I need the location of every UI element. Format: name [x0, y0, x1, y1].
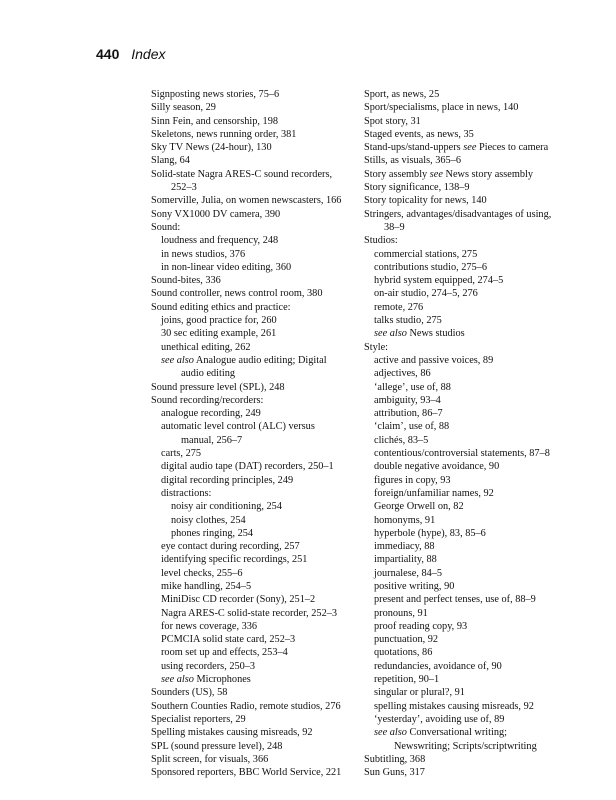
index-entry: Sun Guns, 317: [364, 767, 425, 779]
index-entry: positive writing, 90: [374, 580, 455, 592]
index-entry: Spelling mistakes causing misreads, 92: [151, 727, 313, 739]
index-entry: SPL (sound pressure level), 248: [151, 740, 283, 752]
index-entry: phones ringing, 254: [171, 527, 254, 539]
index-entry: ambiguity, 93–4: [374, 394, 441, 406]
index-entry: Sound recording/recorders:: [151, 394, 264, 406]
index-entry: Sponsored reporters, BBC World Service, 221: [151, 767, 342, 779]
index-entry: audio editing: [181, 368, 236, 380]
index-entry: Sound controller, news control room, 380: [151, 288, 323, 300]
index-entry: digital audio tape (DAT) recorders, 250–1: [161, 461, 334, 473]
index-entry: contentious/controversial statements, 87–8: [374, 448, 550, 460]
index-entry: automatic level control (ALC) versus: [161, 421, 315, 433]
index-entry: Staged events, as news, 35: [364, 128, 474, 140]
index-entry: quotations, 86: [374, 647, 433, 659]
page-header: [96, 46, 166, 62]
index-entry: Sport/specialisms, place in news, 140: [364, 102, 519, 114]
index-entry: Stills, as visuals, 365–6: [364, 155, 461, 167]
index-entry: foreign/unfamiliar names, 92: [374, 487, 494, 499]
index-entry: figures in copy, 93: [374, 474, 451, 486]
index-entry: punctuation, 92: [374, 634, 439, 646]
index-entry: Stringers, advantages/disadvantages of using,: [364, 208, 552, 220]
index-entry: Newswriting; Scripts/scriptwriting: [394, 740, 537, 752]
index-entry: Solid-state Nagra ARES-C sound recorders,: [151, 168, 333, 180]
index-entry: Spot story, 31: [364, 115, 421, 127]
index-entry: noisy clothes, 254: [171, 514, 246, 526]
index-entry: journalese, 84–5: [374, 567, 443, 579]
index-entry: 252–3: [171, 182, 197, 194]
index-entry: for news coverage, 336: [161, 620, 258, 632]
index-entry: Sky TV News (24-hour), 130: [151, 142, 272, 154]
index-entry: George Orwell on, 82: [374, 501, 464, 513]
index-entry: Skeletons, news running order, 381: [151, 128, 297, 140]
index-entry: carts, 275: [161, 448, 202, 460]
index-entry: Stand-ups/stand-uppers see Pieces to camera: [364, 142, 549, 154]
index-entry: commercial stations, 275: [374, 248, 478, 260]
index-entry: Studios:: [364, 235, 398, 247]
index-entry: unethical editing, 262: [161, 341, 251, 353]
index-entry: Slang, 64: [151, 155, 190, 167]
index-entry: Sound pressure level (SPL), 248: [151, 381, 285, 393]
index-entry: singular or plural?, 91: [374, 687, 465, 699]
index-entry: MiniDisc CD recorder (Sony), 251–2: [161, 594, 316, 606]
index-entry: proof reading copy, 93: [374, 620, 468, 632]
index-entry: Sound:: [151, 221, 181, 233]
index-entry: talks studio, 275: [374, 315, 442, 327]
index-entry: Sound editing ethics and practice:: [151, 301, 291, 313]
index-entry: analogue recording, 249: [161, 408, 261, 420]
index-entry: spelling mistakes causing misreads, 92: [374, 700, 534, 712]
index-entry: eye contact during recording, 257: [161, 541, 300, 553]
index-entry: 38–9: [384, 221, 405, 233]
index-entry: Subtitling, 368: [364, 753, 426, 765]
index-entry: redundancies, avoidance of, 90: [374, 660, 502, 672]
index-entry: ‘allege’, use of, 88: [374, 381, 451, 393]
index-entry: Sinn Fein, and censorship, 198: [151, 115, 278, 127]
index-entry: loudness and frequency, 248: [161, 235, 279, 247]
index-entry: mike handling, 254–5: [161, 580, 252, 592]
index-entry: Signposting news stories, 75–6: [151, 89, 280, 100]
index-entry: hybrid system equipped, 274–5: [374, 275, 504, 287]
index-entry: repetition, 90–1: [374, 674, 440, 686]
index-entry: Story assembly see News story assembly: [364, 168, 534, 180]
index-entry: Sport, as news, 25: [364, 89, 440, 100]
index-entry: manual, 256–7: [181, 434, 243, 446]
index-entry: level checks, 255–6: [161, 567, 243, 579]
index-entry: remote, 276: [374, 301, 424, 313]
index-entry: on-air studio, 274–5, 276: [374, 288, 478, 300]
index-entry: adjectives, 86: [374, 368, 431, 380]
index-entry: Specialist reporters, 29: [151, 713, 246, 725]
index-entry: Somerville, Julia, on women newscasters, 166: [151, 195, 342, 207]
index-column-left: [151, 88, 356, 779]
index-entry: Story significance, 138–9: [364, 182, 470, 194]
index-entry: pronouns, 91: [374, 607, 428, 619]
index-entry: see also News studios: [374, 328, 465, 340]
index-entry: PCMCIA solid state card, 252–3: [161, 634, 296, 646]
index-column-right: [364, 88, 569, 779]
index-entry: Story topicality for news, 140: [364, 195, 487, 207]
index-entry: joins, good practice for, 260: [161, 315, 277, 327]
index-entry: see also Microphones: [161, 674, 251, 686]
index-entry: in non-linear video editing, 360: [161, 261, 292, 273]
index-entry: immediacy, 88: [374, 541, 435, 553]
index-entry: Split screen, for visuals, 366: [151, 753, 269, 765]
index-entry: Sound-bites, 336: [151, 275, 221, 287]
index-entry: digital recording principles, 249: [161, 474, 294, 486]
index-entry: homonyms, 91: [374, 514, 436, 526]
index-entry: in news studios, 376: [161, 248, 246, 260]
index-entry: double negative avoidance, 90: [374, 461, 500, 473]
index-entry: Sony VX1000 DV camera, 390: [151, 208, 281, 220]
page-number: 440: [96, 46, 120, 62]
index-entry: Style:: [364, 341, 389, 353]
index-entry: attribution, 86–7: [374, 408, 443, 420]
index-entry: Silly season, 29: [151, 102, 216, 114]
index-entry: Southern Counties Radio, remote studios, 276: [151, 700, 341, 712]
index-entry: noisy air conditioning, 254: [171, 501, 282, 513]
index-entry: active and passive voices, 89: [374, 354, 494, 366]
index-entry: 30 sec editing example, 261: [161, 328, 277, 340]
index-entry: distractions:: [161, 487, 212, 499]
index-entry: hyperbole (hype), 83, 85–6: [374, 527, 486, 539]
index-entry: see also Analogue audio editing; Digital: [161, 354, 327, 366]
index-entry: identifying specific recordings, 251: [161, 554, 308, 566]
index-entry: ‘yesterday’, avoiding use of, 89: [374, 713, 505, 725]
index-entry: see also Conversational writing;: [374, 727, 507, 739]
index-entry: contributions studio, 275–6: [374, 261, 487, 273]
index-entry: clichés, 83–5: [374, 434, 429, 446]
index-entry: ‘claim’, use of, 88: [374, 421, 450, 433]
index-entry: present and perfect tenses, use of, 88–9: [374, 594, 536, 606]
index-entry: impartiality, 88: [374, 554, 437, 566]
page-title: Index: [131, 46, 166, 62]
index-entry: using recorders, 250–3: [161, 660, 256, 672]
index-entry: Nagra ARES-C solid-state recorder, 252–3: [161, 607, 338, 619]
index-entry: Sounders (US), 58: [151, 687, 228, 699]
index-entry: room set up and effects, 253–4: [161, 647, 288, 659]
